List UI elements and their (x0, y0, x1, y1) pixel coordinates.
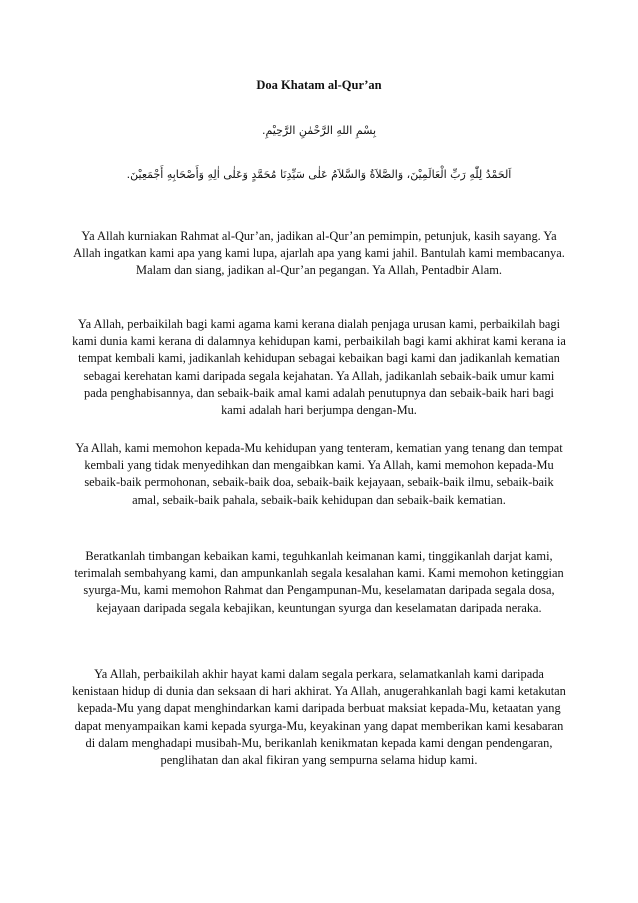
prayer-paragraph-5: Ya Allah, perbaikilah akhir hayat kami dalam segala perkara, selamatkanlah kami daripada kenistaan hidup di dunia dan seksaan di hari akhirat. Ya Allah, anugerahkanlah bagi kami ketakutan kepada-Mu yang dapat menghindarkan kami daripada berbuat maksiat kepada-Mu, ketaatan yang dapat menyampaikan kami kepada syurga-Mu, keyakinan yang dapat memberikan kami kesabaran di dalam menghadapi musibah-Mu, berikanlah kenikmatan kepada kami dengan pendengaran, penglihatan dan akal fikiran yang sempurna selama hidup kami. (72, 667, 566, 768)
hamdalah-text: اَلحَمْدُ لِلّٰهِ رَبِّ الْعَالَمِيْنَ، وَالصَّلاَةُ وَالسَّلاَمُ عَلٰى سَيِّدِنَا مُحَمَّدٍ وَعَلٰى اٰلِهِ وَأَصْحَابِهِ أَجْمَعِيْنَ. (126, 168, 512, 181)
prayer-paragraph-3: Ya Allah, kami memohon kepada-Mu kehidupan yang tenteram, kematian yang tenang dan tempat kembali yang tidak menyedihkan dan mengaibkan kami. Ya Allah, kami memohon kepada-Mu sebaik-baik permohonan, sebaik-baik doa, sebaik-baik kejayaan, sebaik-baik ilmu, sebaik-baik amal, sebaik-baik pahala, sebaik-baik kehidupan dan sebaik-baik kematian. (75, 441, 563, 507)
basmala-text: بِسْمِ اللهِ الرَّحْمٰنِ الرَّحِيْمِ. (261, 124, 377, 137)
prayer-paragraph-2: Ya Allah, perbaikilah bagi kami agama kami kerana dialah penjaga urusan kami, perbaikilah bagi kami dunia kami kerana di dalamnya kehidupan kami, perbaikilah bagi kami akhirat kami kerana ia tempat kembali kami, jadikanlah kehidupan sebagai kebaikan bagi kami dan jadikanlah kematian sebagai kerehatan kami daripada segala kejahatan. Ya Allah, jadikanlah sebaik-baik umur kami pada penghabisannya, dan sebaik-baik amal kami adalah penutupnya dan sebaik-baik hari bagi kami adalah hari berjumpa dengan-Mu. (72, 317, 566, 418)
prayer-paragraph-1: Ya Allah kurniakan Rahmat al-Qur’an, jadikan al-Qur’an pemimpin, petunjuk, kasih sayang. Ya Allah ingatkan kami apa yang kami lupa, ajarlah apa yang kami jahil. Bantulah kami membacanya. Malam dan siang, jadikan al-Qur’an pegangan. Ya Allah, Pentadbir Alam. (73, 229, 565, 278)
prayer-paragraph-4: Beratkanlah timbangan kebaikan kami, teguhkanlah keimanan kami, tinggikanlah darjat kami, terimalah sembahyang kami, dan ampunkanlah segala kesalahan kami. Kami memohon ketinggian syurga-Mu, kami memohon Rahmat dan Pengampunan-Mu, keselamatan daripada segala dosa, kejayaan daripada segala kebajikan, keuntungan syurga dan keselamatan daripada neraka. (74, 549, 564, 615)
page-title: Doa Khatam al-Qur’an (256, 78, 382, 92)
